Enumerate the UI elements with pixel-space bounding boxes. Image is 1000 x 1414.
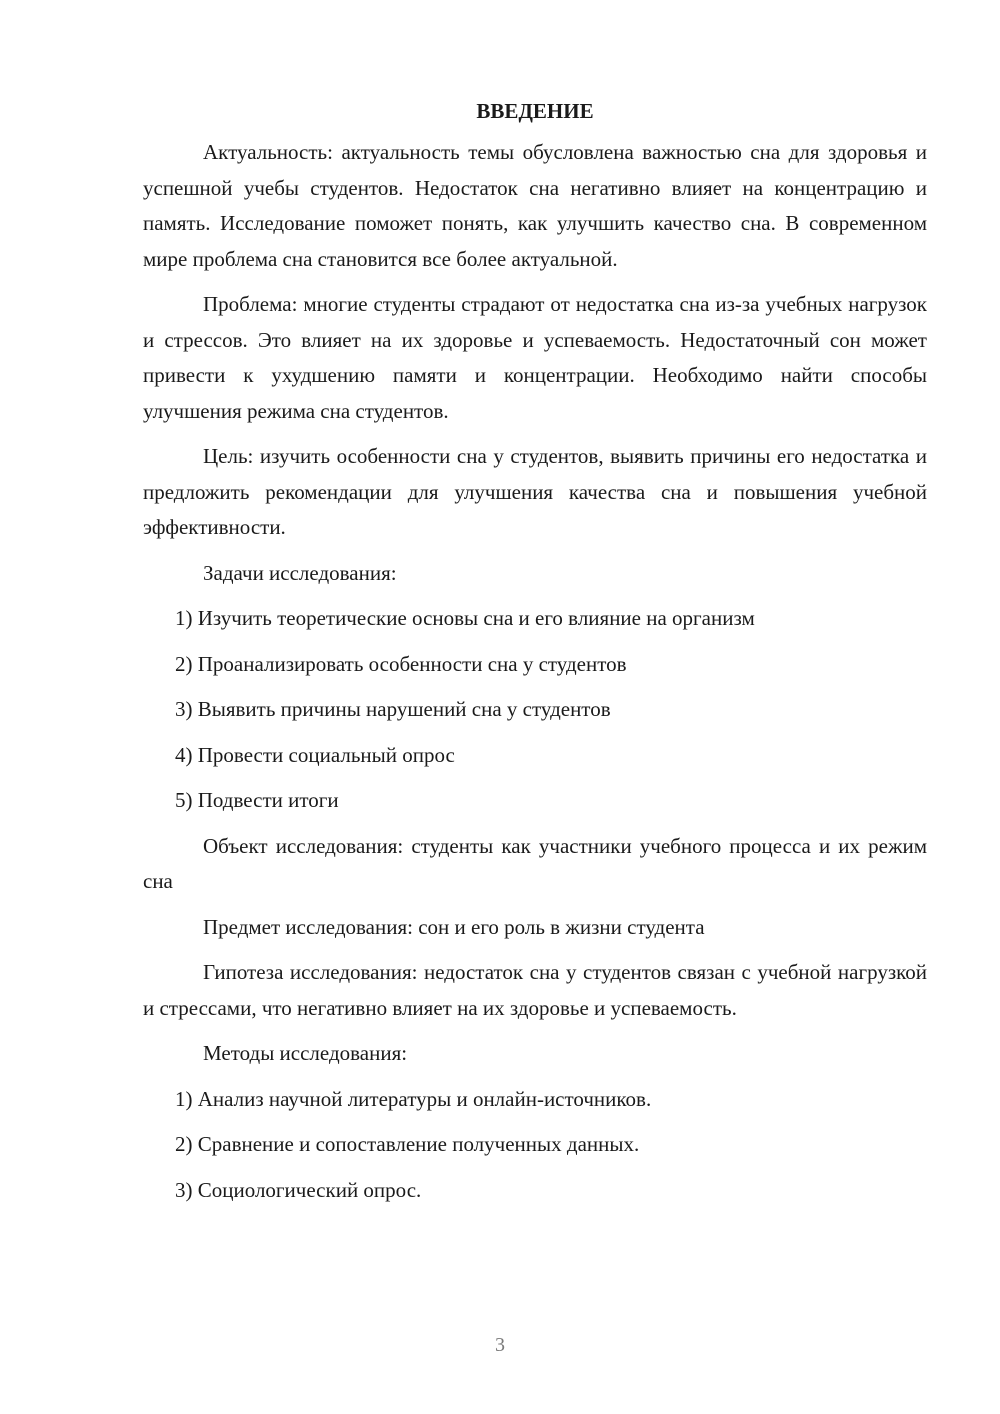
goal-paragraph: Цель: изучить особенности сна у студентов, выявить причины его недостатка и предложить рекомендации для улучшения качества сна и повышения учебной эффективности.	[143, 444, 927, 539]
list-item: 5) Подвести итоги	[175, 788, 339, 812]
page-number: 3	[495, 1334, 505, 1356]
object-paragraph: Объект исследования: студенты как участники учебного процесса и их режим сна	[143, 833, 927, 893]
methods-heading: Методы исследования:	[203, 1041, 408, 1065]
list-item: 1) Изучить теоретические основы сна и его влияние на организм	[175, 606, 755, 630]
list-item: 2) Проанализировать особенности сна у студентов	[175, 651, 627, 676]
list-item: 4) Провести социальный опрос	[175, 742, 455, 767]
hypothesis-paragraph: Гипотеза исследования: недостаток сна у студентов связан с учебной нагрузкой и стрессами, что негативно влияет на их здоровье и успеваемость.	[143, 960, 927, 1020]
methods-list	[143, 1082, 927, 1209]
tasks-heading: Задачи исследования:	[203, 560, 397, 585]
relevance-paragraph: Актуальность: актуальность темы обусловлена важностью сна для здоровья и успешной учебы студентов. Недостаток сна негативно влияет на концентрацию и память. Исследование поможет понять, как улучшить качество сна. В современном мире проблема сна становится все более актуальной.	[143, 140, 927, 271]
list-item: 3) Социологический опрос.	[175, 1177, 422, 1202]
subject-paragraph: Предмет исследования: сон и его роль в жизни студента	[203, 914, 705, 939]
tasks-list	[143, 601, 927, 819]
list-item: 1) Анализ научной литературы и онлайн-источников.	[175, 1086, 652, 1111]
document-page	[143, 96, 927, 1218]
section-title: ВВЕДЕНИЕ	[476, 99, 594, 123]
list-item: 2) Сравнение и сопоставление полученных данных.	[175, 1132, 640, 1156]
problem-paragraph: Проблема: многие студенты страдают от недостатка сна из-за учебных нагрузок и стрессов. Это влияет на их здоровье и успеваемость. Недостаточный сон может привести к ухудшению памяти и концентрации. Необходимо найти способы улучшения режима сна студентов.	[143, 292, 927, 423]
list-item: 3) Выявить причины нарушений сна у студентов	[175, 697, 611, 721]
